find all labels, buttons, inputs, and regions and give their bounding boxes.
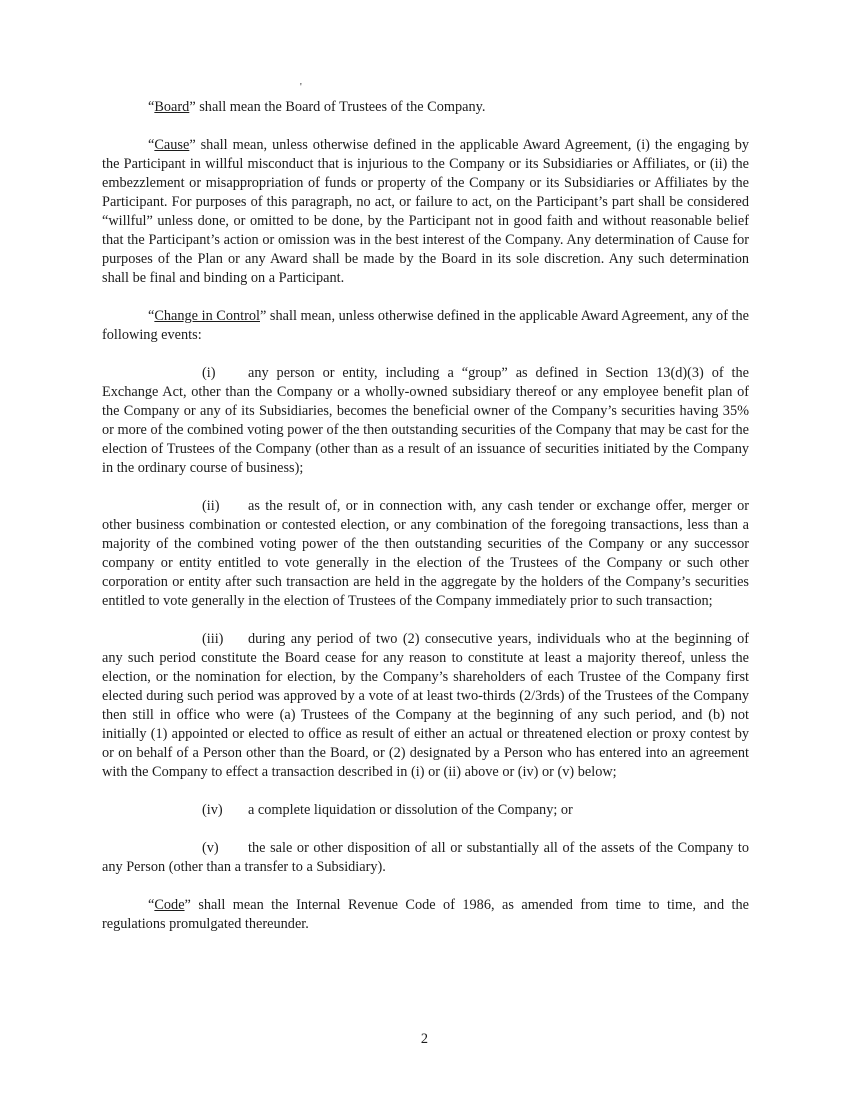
open-quote: “ bbox=[148, 137, 155, 153]
page-mark: ' bbox=[300, 82, 302, 93]
clause-number: (ii) bbox=[202, 498, 220, 514]
open-quote: “ bbox=[148, 308, 155, 324]
clause-i bbox=[102, 364, 749, 478]
definition-board-text: ” shall mean the Board of Trustees of the Company. bbox=[189, 99, 486, 115]
page-number: 2 bbox=[420, 1031, 429, 1047]
clause-text: a complete liquidation or dissolution of the Company; or bbox=[248, 802, 573, 818]
open-quote: “ bbox=[148, 99, 155, 115]
clause-text: as the result of, or in connection with, any cash tender or exchange offer, merger or other business combination or contested election, or any combination of the foregoing transactions, less than a majority of the combined voting power of the then outstanding securities of the Company or any successor company or entity entitled to vote generally in the election of the Trustees of the Company or such other corporation or entity after such transaction are held in the aggregate by the holders of the Company’s securities entitled to vote generally in the election of Trustees of the Company immediately prior to such transaction; bbox=[102, 498, 749, 609]
clause-number: (v) bbox=[202, 840, 219, 856]
definition-change-in-control-text: ” shall mean, unless otherwise defined in the applicable Award Agreement, any of the following events: bbox=[102, 308, 749, 343]
definition-code bbox=[102, 896, 749, 934]
definition-change-in-control bbox=[102, 307, 749, 345]
term-board: Board bbox=[154, 99, 190, 115]
clause-text: the sale or other disposition of all or substantially all of the assets of the Company to any Person (other than a transfer to a Subsidiary). bbox=[102, 840, 749, 875]
definition-code-text: ” shall mean the Internal Revenue Code of 1986, as amended from time to time, and the regulations promulgated thereunder. bbox=[102, 897, 749, 932]
definition-cause bbox=[102, 136, 749, 288]
clause-v bbox=[102, 839, 749, 877]
clause-text: any person or entity, including a “group” as defined in Section 13(d)(3) of the Exchange Act, other than the Company or a wholly-owned subsidiary thereof or any employee benefit plan of the Company or any of its Subsidiaries, becomes the beneficial owner of the Company’s securities having 35% or more of the combined voting power of the then outstanding securities of the Company that may be cast for the election of Trustees of the Company (other than as a result of an issuance of securities initiated by the Company in the ordinary course of business); bbox=[102, 365, 749, 476]
clause-iii bbox=[102, 630, 749, 782]
clause-number: (i) bbox=[202, 365, 216, 381]
definition-board bbox=[102, 98, 749, 117]
term-change-in-control: Change in Control bbox=[154, 308, 260, 324]
clause-iv bbox=[202, 801, 749, 820]
clause-number: (iv) bbox=[202, 802, 223, 818]
definition-cause-text: ” shall mean, unless otherwise defined in the applicable Award Agreement, (i) the engaging by the Participant in willful misconduct that is injurious to the Company or its Subsidiaries or Affiliates, or (ii) the embezzlement or misappropriation of funds or property of the Company or its Subsidiaries or Affiliates by the Participant. For purposes of this paragraph, no act, or failure to act, on the Participant’s part shall be considered “willful” unless done, or omitted to be done, by the Participant not in good faith and without reasonable belief that the Participant’s action or omission was in the best interest of the Company. Any determination of Cause for purposes of the Plan or any Award shall be made by the Board in its sole discretion. Any such determination shall be final and binding on a Participant. bbox=[102, 137, 749, 286]
open-quote: “ bbox=[148, 897, 155, 913]
document-page bbox=[102, 98, 749, 953]
clause-ii bbox=[102, 497, 749, 611]
clause-number: (iii) bbox=[202, 631, 224, 647]
clause-text: during any period of two (2) consecutive years, individuals who at the beginning of any such period constitute the Board cease for any reason to constitute at least a majority thereof, unless the election, or the nomination for election, by the Company’s shareholders of each Trustee of the Company first elected during such period was approved by a vote of at least two-thirds (2/3rds) of the Trustees of the Company then still in office who were (a) Trustees of the Company at the beginning of any such period, and (b) not initially (1) appointed or elected to office as result of either an actual or threatened election or proxy contest by or on behalf of a Person other than the Board, or (2) designated by a Person who has entered into an agreement with the Company to effect a transaction described in (i) or (ii) above or (iv) or (v) below; bbox=[102, 631, 749, 780]
term-code: Code bbox=[154, 897, 185, 913]
term-cause: Cause bbox=[154, 137, 190, 153]
